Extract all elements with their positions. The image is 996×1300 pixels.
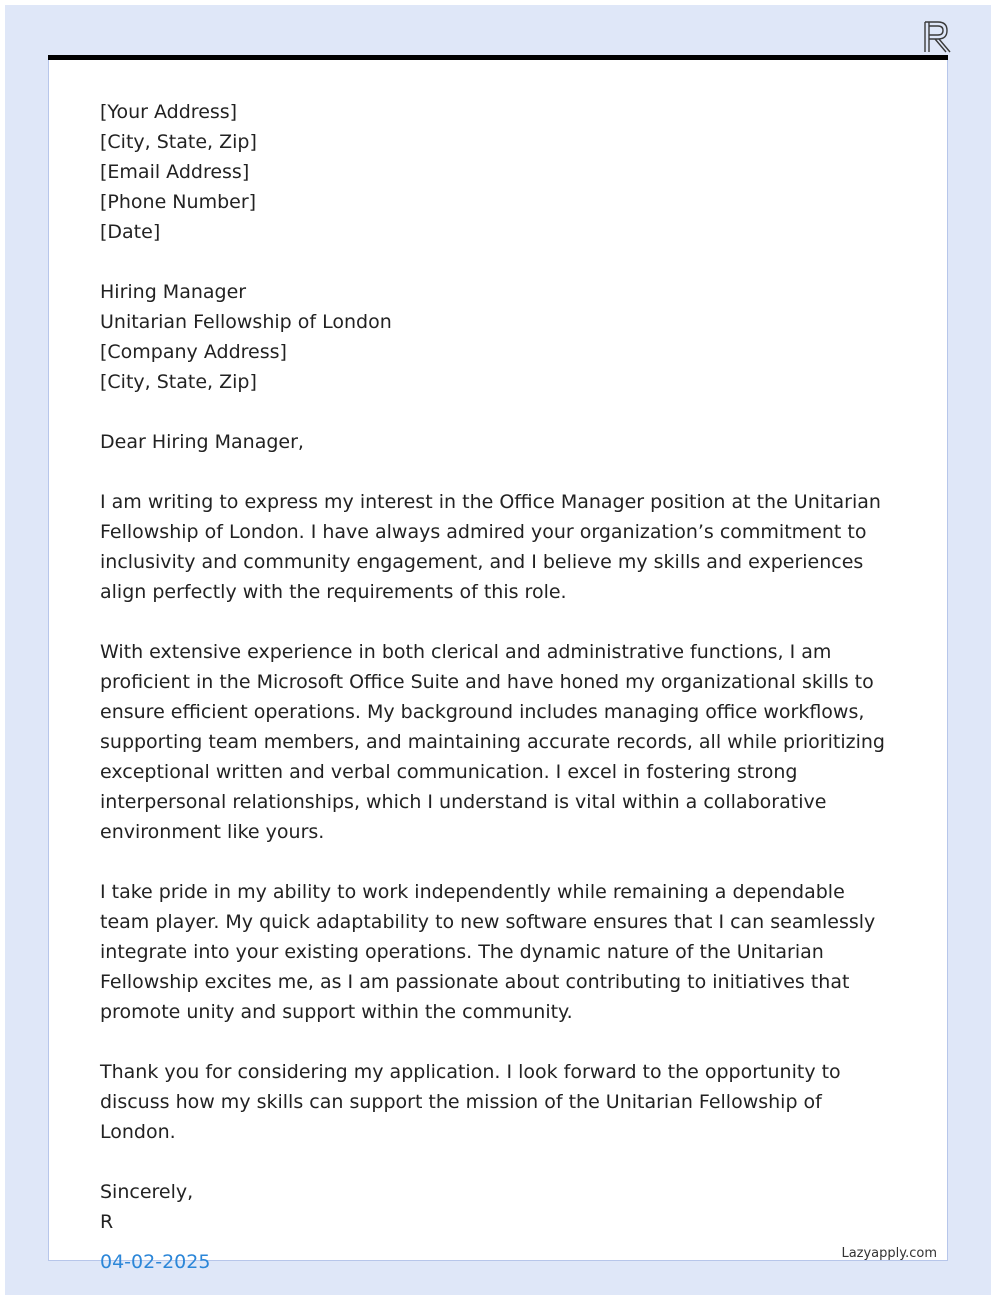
paragraph-intro: I am writing to express my interest in the Office Manager position at the Unitarian Fellowship of London. I have always admired your organization’s commitment to inclusivity and community engagement, and I believe my skills and experiences align perfectly with the requirements of this role. bbox=[100, 491, 881, 603]
sender-email: [Email Address] bbox=[100, 161, 250, 183]
sender-city-state-zip: [City, State, Zip] bbox=[100, 131, 257, 153]
watermark: Lazyapply.com bbox=[841, 1246, 937, 1261]
salutation: Dear Hiring Manager, bbox=[100, 431, 304, 453]
paragraph-experience: With extensive experience in both clerical and administrative functions, I am proficient in the Microsoft Office Suite and have honed my organizational skills to ensure efficient operations. My background includes managing office workflows, supporting team members, and maintaining accurate records, all while prioritizing exceptional written and verbal communication. I excel in fostering strong interpersonal relationships, which I understand is vital within a collaborative environment like yours. bbox=[100, 641, 885, 843]
logo-r-icon bbox=[916, 14, 952, 58]
recipient-city-state-zip: [City, State, Zip] bbox=[100, 371, 257, 393]
letter-body bbox=[100, 97, 900, 1277]
signed-date: 04-02-2025 bbox=[100, 1251, 211, 1273]
recipient-organization: Unitarian Fellowship of London bbox=[100, 311, 392, 333]
paragraph-closing: Thank you for considering my application. I look forward to the opportunity to discuss how my skills can support the mission of the Unitarian Fellowship of London. bbox=[100, 1061, 841, 1143]
closing: Sincerely, bbox=[100, 1181, 194, 1203]
sender-block bbox=[100, 97, 900, 247]
signature: R bbox=[100, 1211, 114, 1233]
header-rule bbox=[48, 55, 948, 60]
sender-address: [Your Address] bbox=[100, 101, 238, 123]
recipient-name: Hiring Manager bbox=[100, 281, 247, 303]
sender-phone: [Phone Number] bbox=[100, 191, 257, 213]
recipient-address: [Company Address] bbox=[100, 341, 287, 363]
paragraph-teamwork: I take pride in my ability to work independently while remaining a dependable team player. My quick adaptability to new software ensures that I can seamlessly integrate into your existing operations. The dynamic nature of the Unitarian Fellowship excites me, as I am passionate about contributing to initiatives that promote unity and support within the community. bbox=[100, 881, 876, 1023]
recipient-block bbox=[100, 277, 900, 397]
sender-date: [Date] bbox=[100, 221, 161, 243]
